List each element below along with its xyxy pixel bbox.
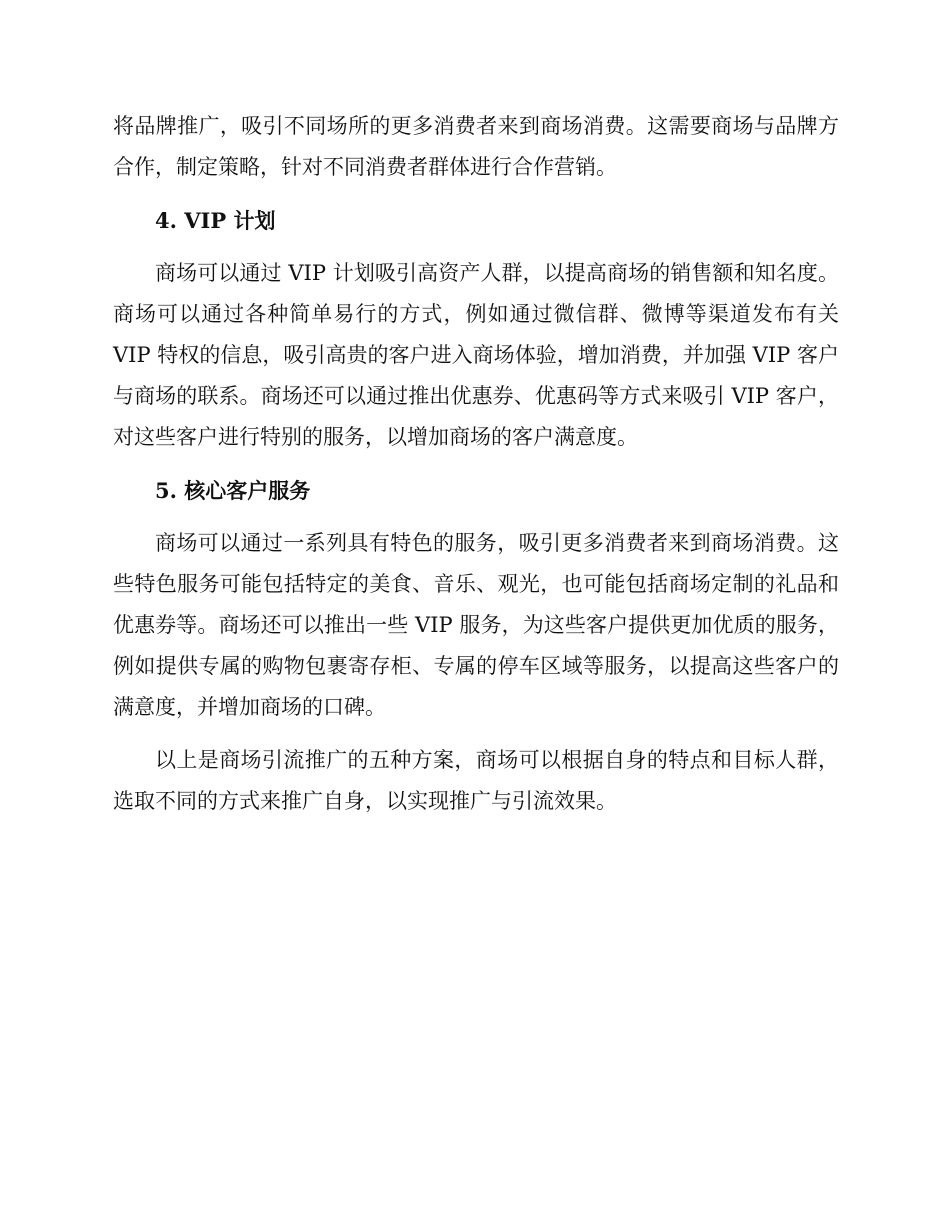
paragraph-continuation: 将品牌推广，吸引不同场所的更多消费者来到商场消费。这需要商场与品牌方合作，制定策略，针对不同消费者群体进行合作营销。 — [113, 114, 839, 179]
paragraph-core-customer-service: 商场可以通过一系列具有特色的服务，吸引更多消费者来到商场消费。这些特色服务可能包括特定的美食、音乐、观光，也可能包括商场定制的礼品和优惠券等。商场还可以推出一些 VIP 服务，为这些客户提供更加优质的服务，例如提供专属的购物包裹寄存柜、专属的停车区域等服务，以提高这些客户的满意度，并增加商场的口碑。 — [113, 531, 839, 719]
section-heading-core-customer-service: 5. 核心客户服务 — [155, 478, 311, 503]
paragraph-conclusion: 以上是商场引流推广的五种方案，商场可以根据自身的特点和目标人群，选取不同的方式来推广自身，以实现推广与引流效果。 — [113, 748, 839, 813]
document-body — [113, 106, 839, 834]
section-heading-vip-plan: 4. VIP 计划 — [155, 208, 276, 233]
paragraph-vip-plan: 商场可以通过 VIP 计划吸引高资产人群，以提高商场的销售额和知名度。商场可以通过各种简单易行的方式，例如通过微信群、微博等渠道发布有关 VIP 特权的信息，吸引高贵的客户进入商场体验，增加消费，并加强 VIP 客户与商场的联系。商场还可以通过推出优惠券、优惠码等方式来吸引 VIP 客户，对这些客户进行特别的服务，以增加商场的客户满意度。 — [113, 261, 839, 449]
